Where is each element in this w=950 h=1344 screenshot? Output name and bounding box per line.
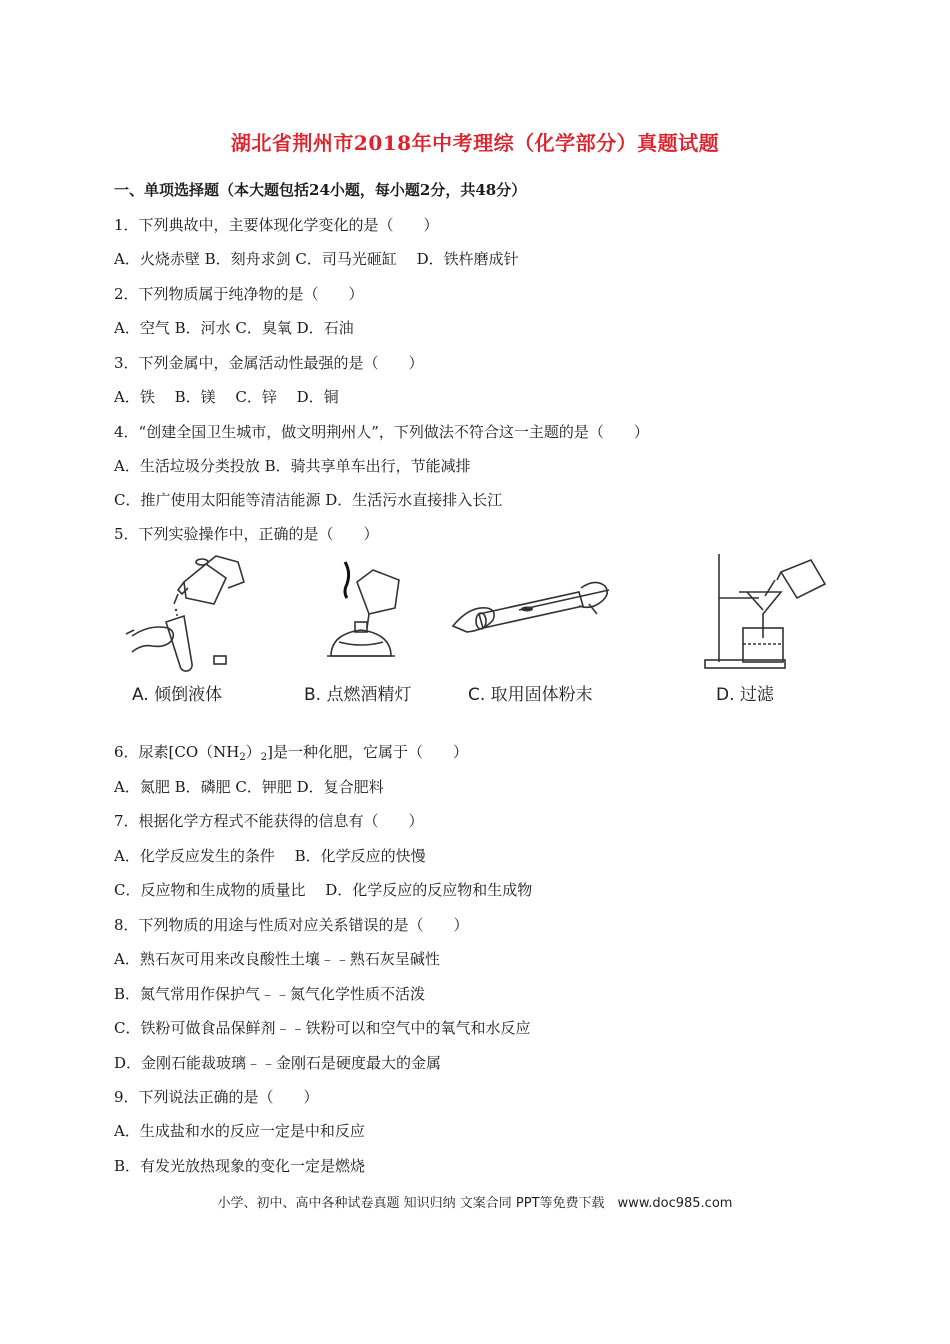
pouring-liquid-drawing bbox=[122, 552, 262, 677]
question-2-options: A．空气 B．河水 C．臭氧 D．石油 bbox=[114, 319, 354, 337]
page-title: 湖北省荆州市2018年中考理综（化学部分）真题试题 bbox=[230, 131, 720, 155]
question-1: 1．下列典故中，主要体现化学变化的是（ ） bbox=[114, 216, 439, 234]
subscript-1: 2 bbox=[239, 752, 246, 763]
question-3: 3．下列金属中，金属活动性最强的是（ ） bbox=[114, 354, 424, 372]
caption-d: D. 过滤 bbox=[716, 685, 774, 705]
figure-pouring-liquid bbox=[122, 552, 262, 677]
figure-alcohol-lamp bbox=[309, 552, 429, 677]
question-8-option-b: B．氮气常用作保护气﹣﹣氮气化学性质不活泼 bbox=[114, 985, 426, 1003]
figure-filtration bbox=[699, 552, 834, 677]
page-footer: 小学、初中、高中各种试卷真题 知识归纳 文案合同 PPT等免费下载 www.doc985.com bbox=[217, 1196, 733, 1211]
question-5-figures bbox=[114, 552, 834, 712]
figure-solid-powder bbox=[449, 552, 619, 677]
question-4-options-1: A．生活垃圾分类投放 B．骑共享单车出行，节能减排 bbox=[114, 457, 471, 475]
question-8-option-c: C．铁粉可做食品保鲜剂﹣﹣铁粉可以和空气中的氧气和水反应 bbox=[114, 1019, 531, 1037]
question-6 bbox=[114, 742, 468, 765]
question-4: 4．“创建全国卫生城市，做文明荆州人”，下列做法不符合这一主题的是（ ） bbox=[114, 423, 649, 441]
section-heading: 一、单项选择题（本大题包括24小题，每小题2分，共48分） bbox=[114, 181, 527, 199]
question-8-option-a: A．熟石灰可用来改良酸性土壤﹣﹣熟石灰呈碱性 bbox=[114, 950, 440, 968]
question-5: 5．下列实验操作中，正确的是（ ） bbox=[114, 525, 379, 543]
question-1-options: A．火烧赤壁 B．刻舟求剑 C．司马光砸缸 D．铁杵磨成针 bbox=[114, 250, 519, 268]
filtration-drawing bbox=[699, 552, 834, 677]
question-6-prefix: 6．尿素[CO（NH bbox=[114, 743, 240, 761]
caption-c: C. 取用固体粉末 bbox=[468, 685, 593, 705]
question-6-options: A．氮肥 B．磷肥 C．钾肥 D．复合肥料 bbox=[114, 778, 384, 796]
question-9: 9．下列说法正确的是（ ） bbox=[114, 1088, 319, 1106]
subscript-2: 2 bbox=[260, 752, 268, 763]
question-9-option-b: B．有发光放热现象的变化一定是燃烧 bbox=[114, 1157, 366, 1175]
question-8: 8．下列物质的用途与性质对应关系错误的是（ ） bbox=[114, 916, 469, 934]
question-9-option-a: A．生成盐和水的反应一定是中和反应 bbox=[114, 1122, 365, 1140]
question-4-options-2: C．推广使用太阳能等清洁能源 D．生活污水直接排入长江 bbox=[114, 491, 503, 509]
alcohol-lamp-drawing bbox=[309, 552, 429, 677]
question-6-mid: ） bbox=[245, 743, 261, 761]
question-3-options: A．铁 B．镁 C．锌 D．铜 bbox=[114, 388, 339, 406]
caption-a: A. 倾倒液体 bbox=[132, 685, 223, 705]
caption-b: B. 点燃酒精灯 bbox=[304, 685, 412, 705]
question-7: 7．根据化学方程式不能获得的信息有（ ） bbox=[114, 812, 424, 830]
solid-powder-drawing bbox=[449, 552, 619, 677]
question-7-options-2: C．反应物和生成物的质量比 D．化学反应的反应物和生成物 bbox=[114, 881, 533, 899]
question-6-suffix: ]是一种化肥，它属于（ ） bbox=[267, 743, 469, 761]
question-7-options-1: A．化学反应发生的条件 B．化学反应的快慢 bbox=[114, 847, 426, 865]
question-8-option-d: D．金刚石能裁玻璃﹣﹣金刚石是硬度最大的金属 bbox=[114, 1054, 442, 1072]
question-2: 2．下列物质属于纯净物的是（ ） bbox=[114, 285, 364, 303]
